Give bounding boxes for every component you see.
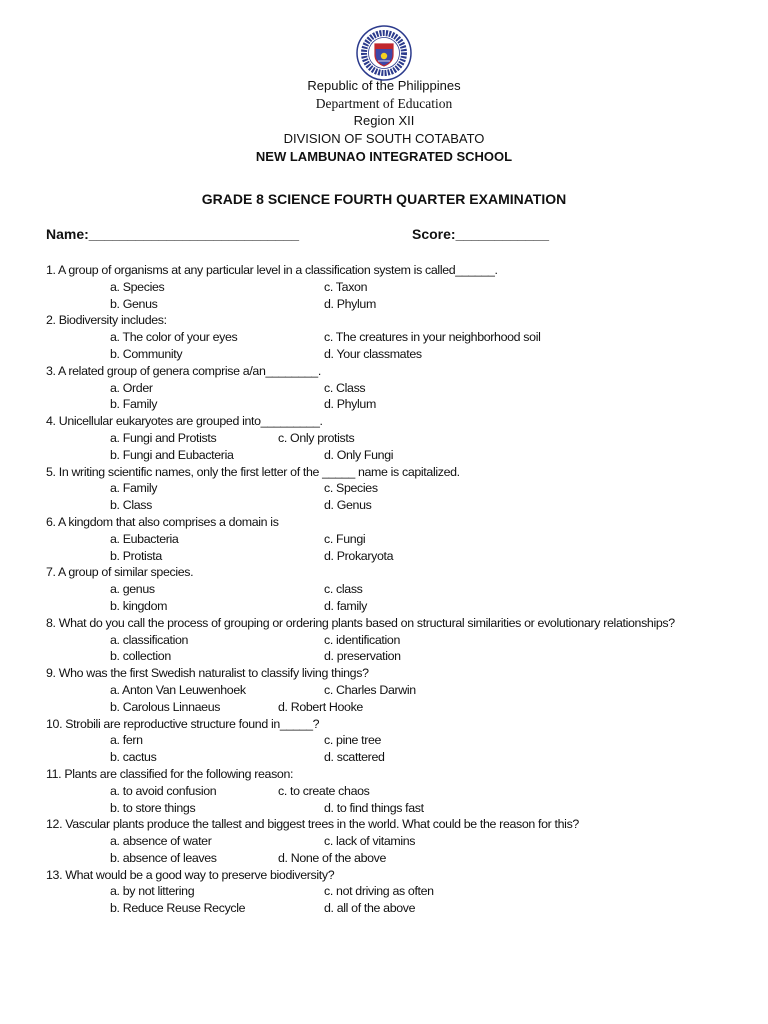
choice-row <box>46 279 746 296</box>
choice: d. scattered <box>324 750 385 765</box>
choice-row <box>46 749 746 766</box>
choice: a. absence of water <box>110 834 212 849</box>
choice: d. Robert Hooke <box>278 699 363 714</box>
choice: d. Prokaryota <box>324 548 394 563</box>
choice: b. absence of leaves <box>110 850 217 865</box>
choice: c. Species <box>324 481 378 496</box>
choice-row <box>46 548 746 565</box>
choice: b. Genus <box>110 296 158 311</box>
name-field: Name:___________________________ <box>46 226 300 242</box>
choice-row <box>46 833 746 850</box>
choice-row <box>46 598 746 615</box>
choice: d. Phylum <box>324 397 376 412</box>
choice: d. all of the above <box>324 901 416 916</box>
choice-row <box>46 783 746 800</box>
choice: c. The creatures in your neighborhood soil <box>324 330 541 345</box>
choice: d. Your classmates <box>324 346 422 361</box>
choice: a. genus <box>110 582 155 597</box>
choice-row <box>46 900 746 917</box>
choice: c. Taxon <box>324 279 368 294</box>
choice: a. The color of your eyes <box>110 330 238 345</box>
choice-row <box>46 850 746 867</box>
question-text: 12. Vascular plants produce the tallest and biggest trees in the world. What could be the reason for this? <box>46 817 579 832</box>
choice: b. collection <box>110 649 171 664</box>
deped-seal-logo <box>356 25 412 81</box>
choice: d. family <box>324 598 367 613</box>
choice: a. by not littering <box>110 884 195 899</box>
choice: b. Fungi and Eubacteria <box>110 447 234 462</box>
choice: d. Phylum <box>324 296 376 311</box>
header-region: Region XII <box>353 113 415 128</box>
choice-row <box>46 632 746 649</box>
question-text: 13. What would be a good way to preserve biodiversity? <box>46 867 335 882</box>
choice: c. Only protists <box>278 430 355 445</box>
question-text: 9. Who was the first Swedish naturalist to classify living things? <box>46 666 369 681</box>
choice: a. Order <box>110 380 153 395</box>
choice-row <box>46 581 746 598</box>
choice: a. Anton Van Leuwenhoek <box>110 682 246 697</box>
choice-row <box>46 699 746 716</box>
choice-row <box>46 800 746 817</box>
choice: a. Eubacteria <box>110 531 179 546</box>
choice: d. to find things fast <box>324 800 424 815</box>
choice: c. to create chaos <box>278 783 370 798</box>
header-division: DIVISION OF SOUTH COTABATO <box>283 131 485 146</box>
choice: b. cactus <box>110 750 157 765</box>
choice: a. Species <box>110 279 165 294</box>
choice-row <box>46 380 746 397</box>
choice: d. Only Fungi <box>324 447 394 462</box>
choice: b. to store things <box>110 800 196 815</box>
choice-row <box>46 497 746 514</box>
choice: d. preservation <box>324 649 401 664</box>
choice: b. Family <box>110 397 158 412</box>
choice: b. Reduce Reuse Recycle <box>110 901 246 916</box>
choice-row <box>46 682 746 699</box>
choice: c. lack of vitamins <box>324 834 416 849</box>
exam-title: GRADE 8 SCIENCE FOURTH QUARTER EXAMINATION <box>201 191 567 207</box>
choice-row <box>46 346 746 363</box>
choice: d. None of the above <box>278 850 387 865</box>
question-list <box>46 262 746 917</box>
choice: a. Fungi and Protists <box>110 430 217 445</box>
choice-row <box>46 430 746 447</box>
choice-row <box>46 480 746 497</box>
choice: c. Charles Darwin <box>324 682 416 697</box>
question-text: 2. Biodiversity includes: <box>46 313 167 328</box>
choice-row <box>46 883 746 900</box>
choice: a. classification <box>110 632 189 647</box>
choice: c. not driving as often <box>324 884 434 899</box>
choice: c. identification <box>324 632 401 647</box>
question-text: 11. Plants are classified for the following reason: <box>46 766 294 781</box>
choice: a. Family <box>110 481 158 496</box>
choice: b. kingdom <box>110 598 168 613</box>
choice: c. Class <box>324 380 366 395</box>
question-text: 3. A related group of genera comprise a/an________. <box>46 363 321 378</box>
choice: a. to avoid confusion <box>110 783 217 798</box>
choice-row <box>46 648 746 665</box>
choice-row <box>46 329 746 346</box>
choice: b. Class <box>110 498 152 513</box>
question-text: 1. A group of organisms at any particular level in a classification system is called______. <box>46 263 498 277</box>
choice: d. Genus <box>324 498 372 513</box>
choice: c. class <box>324 582 363 597</box>
question-text: 8. What do you call the process of grouping or ordering plants based on structural similarities or evolutionary relationships? <box>46 615 675 630</box>
header-school-name: NEW LAMBUNAO INTEGRATED SCHOOL <box>255 149 513 164</box>
question-text: 5. In writing scientific names, only the first letter of the _____ name is capitalized. <box>46 464 460 479</box>
question-text: 4. Unicellular eukaryotes are grouped into_________. <box>46 414 323 429</box>
choice-row <box>46 732 746 749</box>
choice: b. Protista <box>110 548 162 563</box>
score-field: Score:____________ <box>412 226 550 242</box>
choice-row <box>46 296 746 313</box>
choice: c. pine tree <box>324 733 382 748</box>
choice-row <box>46 396 746 413</box>
question-text: 7. A group of similar species. <box>46 565 194 580</box>
choice-row <box>46 531 746 548</box>
choice: b. Community <box>110 346 183 361</box>
question-text: 10. Strobili are reproductive structure found in_____? <box>46 716 320 731</box>
header-department: Department of Education <box>315 96 453 111</box>
choice-row <box>46 447 746 464</box>
choice: a. fern <box>110 733 143 748</box>
header-country: Republic of the Philippines <box>307 78 461 93</box>
choice: b. Carolous Linnaeus <box>110 699 221 714</box>
choice: c. Fungi <box>324 531 366 546</box>
question-text: 6. A kingdom that also comprises a domain is <box>46 514 279 529</box>
